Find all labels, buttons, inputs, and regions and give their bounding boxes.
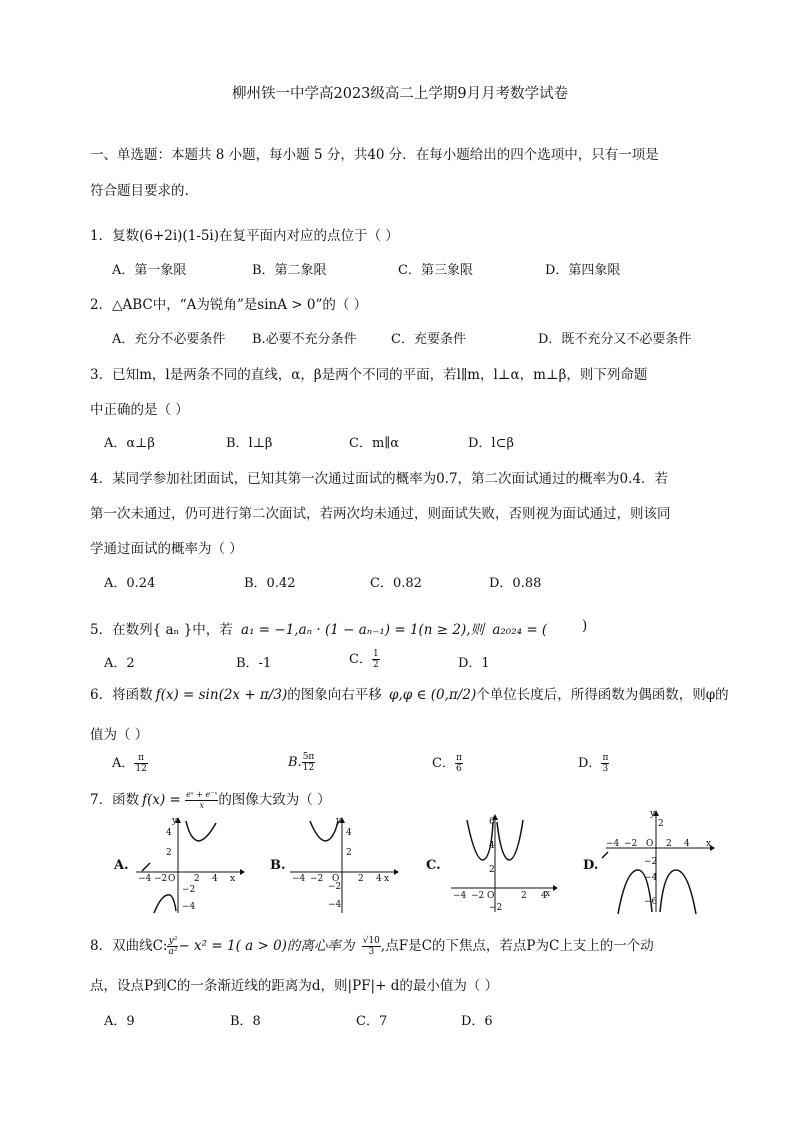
section-instructions-line2: 符合题目要求的. bbox=[90, 183, 189, 199]
q6-option-c: C． $\frac{\pi}{6}$ bbox=[432, 753, 462, 774]
q4-stem-line1: 4．某同学参加社团面试，已知其第一次通过面试的概率为0.7，第二次面试通过的概率为0.4．若 bbox=[90, 471, 669, 487]
svg-text:y: y bbox=[650, 809, 656, 819]
q6-option-a: A． $\frac{\pi}{12}$ bbox=[112, 753, 147, 774]
q3-option-b: B．l⊥β bbox=[226, 436, 273, 451]
svg-text:−4: −4 bbox=[328, 900, 342, 910]
q3-stem-line2: 中正确的是（ ） bbox=[90, 402, 189, 418]
svg-text:O: O bbox=[487, 891, 495, 901]
svg-text:−2: −2 bbox=[624, 839, 638, 849]
q5-option-c: C． $\frac{1}{2}$ bbox=[349, 649, 379, 670]
svg-text:2: 2 bbox=[346, 848, 352, 858]
svg-text:x: x bbox=[384, 874, 390, 884]
svg-text:4: 4 bbox=[166, 828, 172, 838]
svg-text:4: 4 bbox=[212, 874, 218, 884]
q5-formula: a₁ = −1,aₙ · (1 − aₙ₋₁) = 1(n ≥ 2),则 bbox=[241, 622, 485, 638]
svg-text:−2: −2 bbox=[489, 903, 503, 913]
q7-graph-a bbox=[130, 815, 245, 915]
q4-stem-line2: 第一次未通过，仍可进行第二次面试，若两次均未通过，则面试失败，否则视为面试通过，则该同 bbox=[90, 506, 671, 522]
q5-target: a₂₀₂₄ = ( bbox=[492, 622, 548, 638]
q8-option-a: A．9 bbox=[104, 1014, 135, 1029]
svg-text:−4: −4 bbox=[453, 891, 467, 901]
q8-stem-line1: 8．双曲线C: $\frac{\text{y²}}{\text{a²}}$ − x² = 1( a > 0)的离心率为 $\frac{√10}{3}$ ,点F是C的下焦点，若点P为C上支上的一个动 bbox=[90, 936, 654, 957]
q2-option-b: B.必要不充分条件 bbox=[252, 332, 357, 347]
q7-stem: 7．函数 f(x) = $\frac{\text{eˣ + e⁻ˣ}}{x}$ 的图像大致为（ ） bbox=[90, 790, 331, 810]
svg-text:−2: −2 bbox=[182, 885, 196, 895]
svg-text:−2: −2 bbox=[471, 891, 485, 901]
svg-text:x: x bbox=[230, 874, 236, 884]
q2-option-d: D．既不充分又不必要条件 bbox=[538, 332, 692, 347]
q4-option-c: C．0.82 bbox=[370, 576, 422, 591]
q7-graph-c bbox=[445, 812, 560, 914]
svg-text:4: 4 bbox=[376, 874, 382, 884]
svg-text:−2: −2 bbox=[154, 874, 168, 884]
q3-option-d: D．l⊂β bbox=[468, 436, 514, 451]
q8-stem-line2: 点，设点P到C的一条渐近线的距离为d，则|PF|+ d的最小值为（ ） bbox=[90, 978, 499, 994]
svg-text:y: y bbox=[172, 816, 178, 826]
q1-option-a: A．第一象限 bbox=[112, 263, 187, 278]
svg-text:2: 2 bbox=[521, 891, 527, 901]
svg-text:2: 2 bbox=[666, 839, 672, 849]
q4-option-a: A．0.24 bbox=[104, 576, 156, 591]
svg-text:−2: −2 bbox=[328, 882, 342, 892]
svg-text:−2: −2 bbox=[310, 874, 324, 884]
q7-graph-a-label: A. bbox=[114, 858, 129, 873]
svg-text:−4: −4 bbox=[606, 839, 620, 849]
q6-stem-line2: 值为（ ） bbox=[90, 727, 149, 743]
svg-text:−2: −2 bbox=[644, 857, 658, 867]
svg-text:4: 4 bbox=[684, 839, 690, 849]
q5-option-c-fraction: $\frac{1}{2}$ bbox=[372, 649, 379, 670]
q1-option-b: B．第二象限 bbox=[252, 263, 327, 278]
svg-text:6: 6 bbox=[489, 817, 495, 827]
q5-option-d: D．1 bbox=[458, 656, 490, 671]
svg-text:2: 2 bbox=[194, 874, 200, 884]
svg-text:−4: −4 bbox=[644, 873, 658, 883]
q5-prefix: 5．在数列{ aₙ }中，若 bbox=[90, 622, 233, 638]
svg-text:4: 4 bbox=[489, 841, 495, 851]
svg-text:−6: −6 bbox=[644, 897, 658, 907]
q5-option-b: B．-1 bbox=[236, 656, 272, 671]
q6-stem: 6．将函数 f(x) = sin(2x + π/3)的图象向右平移 φ,φ ∈ (0,π/2)个单位长度后，所得函数为偶函数，则φ的 bbox=[90, 687, 729, 703]
svg-text:x: x bbox=[545, 889, 551, 899]
svg-text:2: 2 bbox=[358, 874, 364, 884]
svg-text:O: O bbox=[332, 874, 340, 884]
svg-text:−4: −4 bbox=[292, 874, 306, 884]
q7-graph-d-label: D. bbox=[583, 858, 599, 873]
q6-option-d: D． $\frac{\pi}{3}$ bbox=[578, 753, 609, 774]
q8-option-d: D．6 bbox=[461, 1014, 493, 1029]
q3-stem-line1: 3．已知m，l是两条不同的直线，α，β是两个不同的平面，若l∥m，l⊥α，m⊥β，则下列命题 bbox=[90, 367, 648, 383]
svg-text:O: O bbox=[168, 874, 176, 884]
section-instructions-line1: 一、单选题：本题共 8 小题，每小题 5 分，共40 分．在每小题给出的四个选项中，只有一项是 bbox=[90, 147, 659, 163]
q3-option-a: A．α⊥β bbox=[104, 436, 155, 451]
q6-formula: f(x) = sin(2x + π/3) bbox=[155, 687, 288, 703]
svg-text:O: O bbox=[646, 839, 654, 849]
q1-option-c: C．第三象限 bbox=[398, 263, 473, 278]
q5-stem bbox=[90, 618, 547, 638]
q3-option-c: C．m∥α bbox=[349, 436, 400, 451]
svg-text:y: y bbox=[336, 816, 342, 826]
q7-graph-c-label: C. bbox=[426, 858, 441, 873]
q7-graph-b bbox=[284, 815, 399, 915]
svg-text:2: 2 bbox=[658, 819, 664, 829]
svg-text:−4: −4 bbox=[138, 874, 152, 884]
q1-option-d: D．第四象限 bbox=[545, 263, 621, 278]
q2-option-c: C．充要条件 bbox=[391, 332, 466, 347]
svg-text:4: 4 bbox=[346, 828, 352, 838]
svg-text:x: x bbox=[706, 839, 712, 849]
q8-option-c: C．7 bbox=[356, 1014, 388, 1029]
svg-text:2: 2 bbox=[166, 848, 172, 858]
q2-option-a: A．充分不必要条件 bbox=[112, 332, 226, 347]
svg-text:4: 4 bbox=[541, 891, 547, 901]
q4-option-d: D．0.88 bbox=[489, 576, 542, 591]
q5-option-a: A．2 bbox=[104, 656, 135, 671]
q6-option-b: B. $\frac{5\pi}{12}$ bbox=[288, 752, 315, 773]
svg-text:−4: −4 bbox=[182, 902, 196, 912]
q4-stem-line3: 学通过面试的概率为（ ） bbox=[90, 541, 243, 557]
q8-option-b: B．8 bbox=[230, 1014, 261, 1029]
q2-stem: 2．△ABC中，“A为锐角”是sinA > 0”的（ ） bbox=[90, 297, 368, 313]
q6-param: φ,φ ∈ (0,π/2) bbox=[389, 687, 477, 703]
q7-graph-d bbox=[600, 808, 718, 916]
q4-option-b: B．0.42 bbox=[244, 576, 296, 591]
q1-stem: 1．复数(6+2i)(1-5i)在复平面内对应的点位于（ ） bbox=[90, 228, 399, 244]
svg-text:2: 2 bbox=[489, 865, 495, 875]
exam-title: 柳州铁一中学高2023级高二上学期9月月考数学试卷 bbox=[232, 86, 569, 102]
q7-graph-b-label: B. bbox=[270, 858, 286, 873]
q5-close-paren: ) bbox=[582, 618, 588, 634]
